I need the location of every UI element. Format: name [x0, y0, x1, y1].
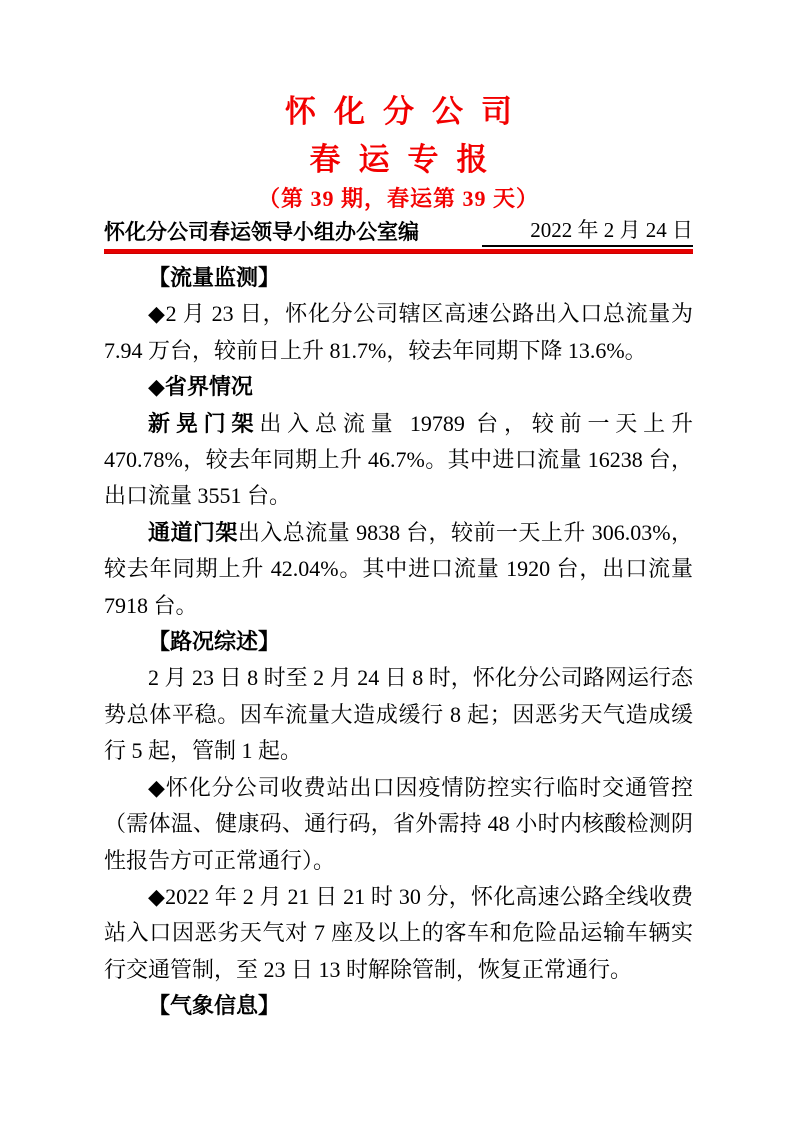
- document-subtitle-text: 春运专报: [309, 142, 506, 177]
- document-title-line2: [104, 136, 693, 184]
- para-epidemic-control: ◆怀化分公司收费站出口因疫情防控实行临时交通管控（需体温、健康码、通行码，省外需持 48 小时内核酸检测阴性报告方可正常通行）。: [104, 774, 693, 873]
- issue-number-line: （第 39 期，春运第 39 天）: [257, 186, 539, 211]
- red-divider-rule: [104, 249, 693, 254]
- xinhuang-gantry-text: 出入总流量 19789 台，较前一天上升 470.78%，较去年同期上升 46.7%。其中进口流量 16238 台，出口流量 3551 台。: [104, 410, 693, 509]
- tongdao-gantry-label: 通道门架: [148, 519, 238, 545]
- section-heading-road-conditions: 【路况综述】: [148, 629, 281, 655]
- editor-label: 怀化分公司春运领导小组办公室编: [104, 221, 419, 244]
- tongdao-gantry-text: 出入总流量 9838 台，较前一天上升 306.03%，较去年同期上升 42.04%。其中进口流量 1920 台，出口流量 7918 台。: [104, 519, 693, 618]
- issue-date: 2022 年 2 月 24 日: [482, 216, 693, 247]
- section-heading-weather-info: 【气象信息】: [148, 993, 281, 1019]
- para-xinhuang-gantry: [104, 406, 693, 515]
- section-heading-traffic-monitor: 【流量监测】: [148, 265, 281, 290]
- para-weather-traffic-control: ◆2022 年 2 月 21 日 21 时 30 分，怀化高速公路全线收费站入口因恶劣天气对 7 座及以上的客车和危险品运输车辆实行交通管制，至 23 日 13 时解除管制，恢复正常通行。: [104, 883, 693, 982]
- para-total-flow: ◆2 月 23 日，怀化分公司辖区高速公路出入口总流量为 7.94 万台，较前日上升 81.7%，较去年同期下降 13.6%。: [104, 301, 693, 363]
- para-road-overview: 2 月 23 日 8 时至 2 月 24 日 8 时，怀化分公司路网运行态势总体平稳。因车流量大造成缓行 8 起；因恶劣天气造成缓行 5 起，管制 1 起。: [104, 665, 693, 764]
- para-tongdao-gantry: [104, 515, 693, 624]
- subheading-provincial-border: ◆省界情况: [148, 374, 253, 400]
- document-body: [104, 260, 693, 1025]
- document-title-text: 怀化分公司: [285, 94, 530, 129]
- masthead-row: [104, 216, 693, 247]
- document-title-line1: [104, 88, 693, 136]
- xinhuang-gantry-label: 新晃门架: [148, 410, 260, 436]
